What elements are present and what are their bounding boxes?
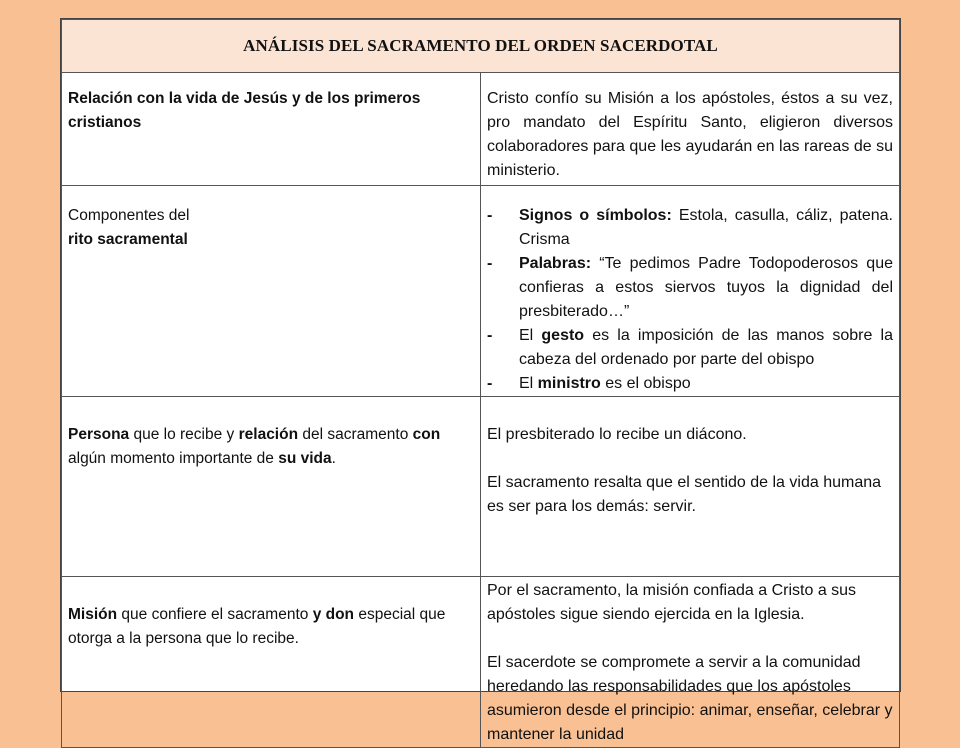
signos-text: Estola, casulla, cáliz, patena. Crisma: [519, 207, 893, 248]
ministro-pre: El: [519, 375, 538, 392]
title-row: [62, 20, 900, 73]
value-componentes: [481, 186, 900, 397]
label-componentes-line1: Componentes del: [68, 207, 190, 224]
gesto-pre: El: [519, 327, 542, 344]
list-item-gesto: [487, 324, 893, 372]
value-mision: [481, 577, 900, 748]
value-relacion: [481, 73, 900, 186]
bullet-dash: -: [487, 255, 493, 272]
persona-l2: que lo recibe y: [129, 426, 239, 443]
label-persona: [62, 397, 481, 577]
gesto-bold: gesto: [541, 327, 585, 344]
label-mision: [62, 577, 481, 748]
row-relacion: [62, 73, 900, 186]
list-item-ministro: [487, 372, 893, 396]
palabras-label: Palabras:: [519, 255, 592, 272]
persona-l6: algún momento importante de: [68, 450, 279, 467]
mision-l1: Misión: [68, 606, 118, 623]
palabras-text: “Te pedimos Padre Todopoderosos que confieras a estos siervos tuyos la dignidad del presbiterado…”: [519, 255, 893, 320]
bullet-dash: -: [487, 327, 493, 344]
mision-text-2: El sacerdote se compromete a servir a la comunidad heredando las responsabilidades que los apóstoles asumieron desde el principio: animar, enseñar, celebrar y mantener la unidad: [487, 654, 893, 743]
persona-l7: su vida: [278, 450, 332, 467]
ministro-bold: ministro: [537, 375, 601, 392]
label-componentes-line2: rito sacramental: [68, 231, 188, 248]
row-componentes: [62, 186, 900, 397]
bullet-dash: -: [487, 375, 493, 392]
value-relacion-text: Cristo confío su Misión a los apóstoles, éstos a su vez, pro mandato del Espíritu Santo, eligieron diversos colaboradores para que les ayudarán en las rareas de su ministerio.: [487, 90, 893, 179]
list-item-signos: [487, 204, 893, 252]
bullet-dash: -: [487, 207, 493, 224]
value-persona: [481, 397, 900, 577]
persona-text-2: El sacramento resalta que el sentido de la vida humana es ser para los demás: servir.: [487, 474, 882, 515]
label-componentes: [62, 186, 481, 397]
persona-l3: relación: [238, 426, 299, 443]
list-item-palabras: [487, 252, 893, 324]
persona-text-1: El presbiterado lo recibe un diácono.: [487, 426, 747, 443]
persona-l5: con: [412, 426, 441, 443]
mision-l4: especial que otorga a la persona que lo recibe.: [68, 606, 446, 647]
sacrament-analysis-table: [61, 19, 900, 748]
row-mision: [62, 577, 900, 748]
label-relacion: [62, 73, 481, 186]
mision-text-1: Por el sacramento, la misión confiada a Cristo a sus apóstoles sigue siendo ejercida en la Iglesia.: [487, 582, 857, 623]
gesto-post: es la imposición de las manos sobre la cabeza del ordenado por parte del obispo: [519, 327, 894, 368]
persona-l8: .: [331, 450, 336, 467]
row-persona: [62, 397, 900, 577]
label-relacion-text: Relación con la vida de Jesús y de los primeros cristianos: [68, 90, 421, 131]
signos-label: Signos o símbolos:: [519, 207, 672, 224]
componentes-list: [487, 204, 893, 396]
mision-l3: y don: [312, 606, 355, 623]
mision-l2: que confiere el sacramento: [117, 606, 313, 623]
ministro-post: es el obispo: [600, 375, 691, 392]
persona-l4: del sacramento: [298, 426, 413, 443]
persona-l1: Persona: [68, 426, 130, 443]
document-sheet: [60, 18, 901, 743]
table-title: ANÁLISIS DEL SACRAMENTO DEL ORDEN SACERDOTAL: [62, 20, 900, 73]
